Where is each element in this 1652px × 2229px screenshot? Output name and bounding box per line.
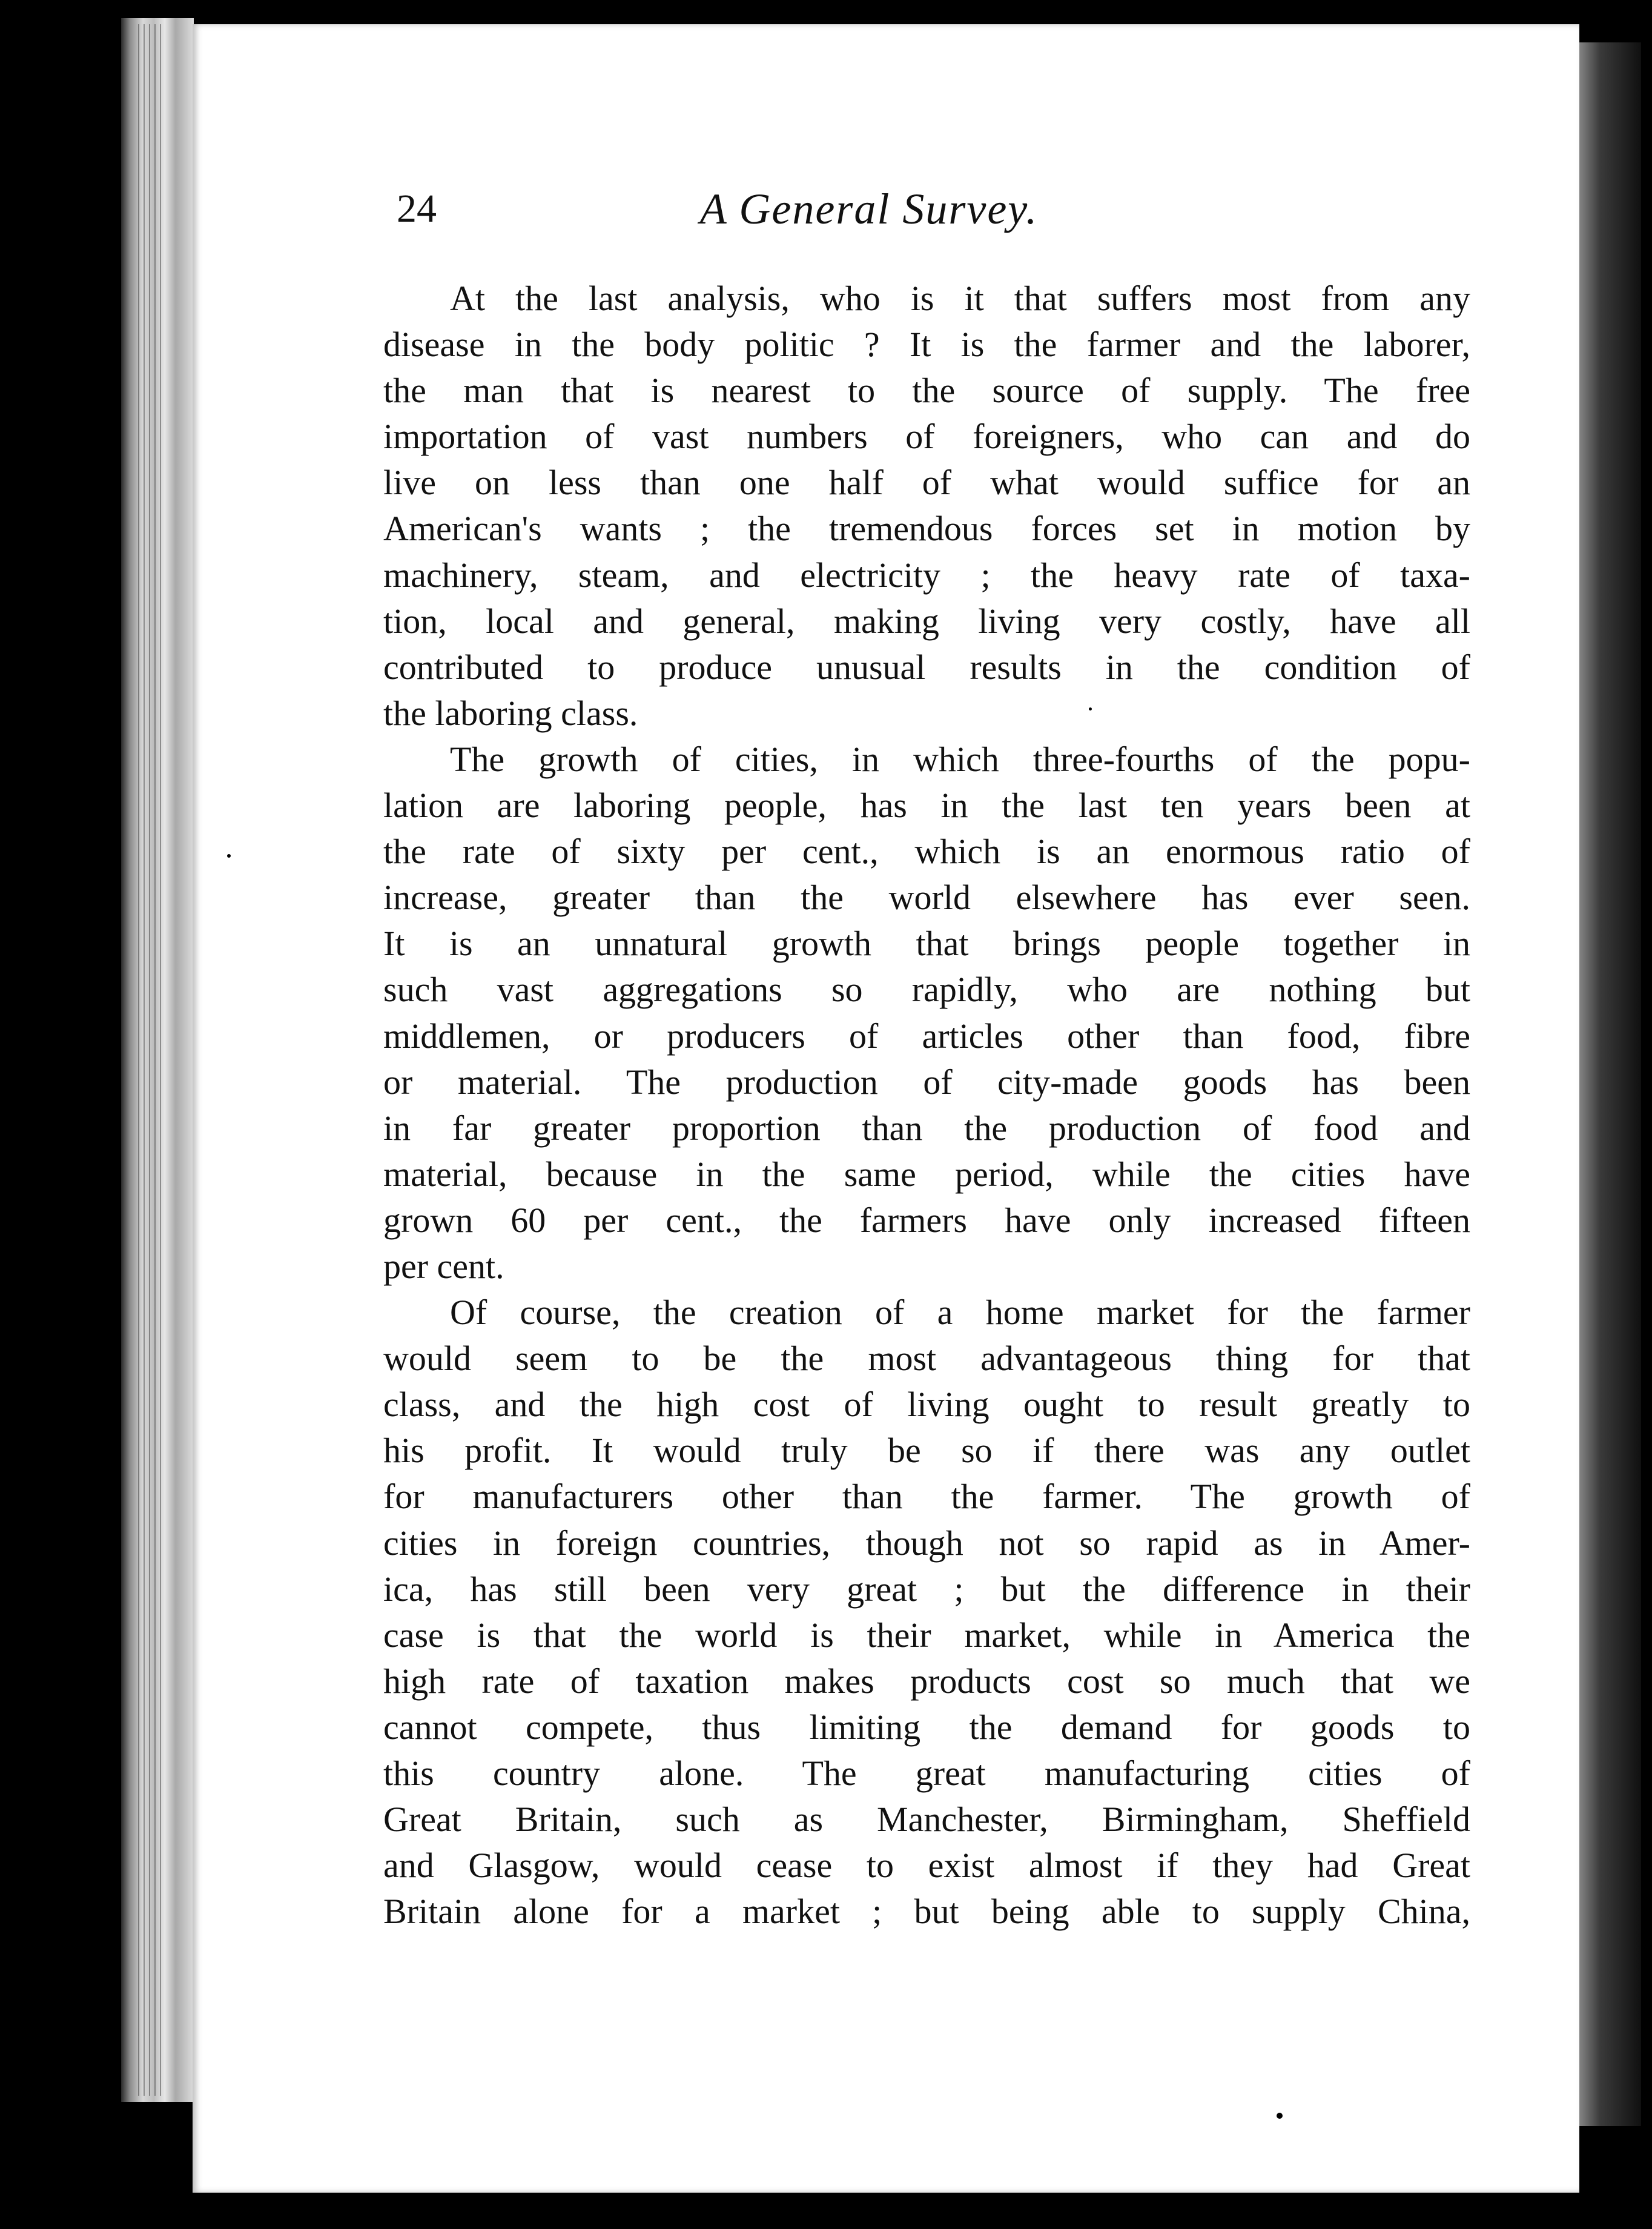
text-line: for manufacturers other than the farmer. The growth of	[383, 1477, 1470, 1517]
text-line: Of course, the creation of a home market for the farmer	[450, 1293, 1470, 1333]
scan-speck	[1089, 707, 1092, 710]
text-line: American's wants ; the tremendous forces set in motion by	[383, 509, 1470, 549]
text-line: in far greater proportion than the production of food and	[383, 1108, 1470, 1148]
text-line: high rate of taxation makes products cost so much that we	[383, 1661, 1470, 1701]
text-line: cities in foreign countries, though not so rapid as in Amer-	[383, 1523, 1470, 1563]
text-line: the man that is nearest to the source of supply. The free	[383, 371, 1470, 411]
text-line: increase, greater than the world elsewhere has ever seen.	[383, 878, 1470, 918]
page-stack-lines	[138, 24, 162, 2096]
page-header	[397, 182, 1341, 236]
text-line: It is an unnatural growth that brings people together in	[383, 924, 1470, 964]
text-line: machinery, steam, and electricity ; the heavy rate of taxa-	[383, 555, 1470, 595]
text-line: per cent.	[383, 1246, 504, 1286]
scan-speck	[227, 854, 231, 858]
text-line: The growth of cities, in which three-fourths of the popu-	[450, 739, 1470, 779]
text-line: importation of vast numbers of foreigners, who can and do	[383, 417, 1470, 457]
text-line: his profit. It would truly be so if there was any outlet	[383, 1431, 1470, 1471]
text-line: Britain alone for a market ; but being able to supply China,	[383, 1892, 1470, 1932]
text-line: would seem to be the most advantageous thing for that	[383, 1339, 1470, 1379]
text-line: such vast aggregations so rapidly, who are nothing but	[383, 970, 1470, 1010]
scan-speck	[1277, 2113, 1283, 2119]
running-title: A General Survey.	[699, 185, 1039, 233]
body-text	[383, 276, 1470, 1935]
text-line: tion, local and general, making living very costly, have all	[383, 601, 1470, 641]
page-number: 24	[397, 187, 437, 231]
text-line: class, and the high cost of living ought to result greatly to	[383, 1385, 1470, 1425]
text-line: Great Britain, such as Manchester, Birmingham, Sheffield	[383, 1800, 1470, 1840]
text-line: At the last analysis, who is it that suffers most from any	[450, 279, 1470, 318]
text-line: the rate of sixty per cent., which is an enormous ratio of	[383, 832, 1470, 872]
text-line: contributed to produce unusual results in the condition of	[383, 647, 1470, 687]
text-line: material, because in the same period, while the cities have	[383, 1154, 1470, 1194]
text-line: disease in the body politic ? It is the farmer and the laborer,	[383, 325, 1470, 365]
text-line: cannot compete, thus limiting the demand for goods to	[383, 1707, 1470, 1747]
text-line: grown 60 per cent., the farmers have only increased fifteen	[383, 1200, 1470, 1240]
text-line: case is that the world is their market, while in America the	[383, 1615, 1470, 1655]
text-line: and Glasgow, would cease to exist almost if they had Great	[383, 1846, 1470, 1886]
text-line: or material. The production of city-made goods has been	[383, 1062, 1470, 1102]
text-line: this country alone. The great manufacturing cities of	[383, 1754, 1470, 1793]
text-line: live on less than one half of what would suffice for an	[383, 463, 1470, 503]
text-line: the laboring class.	[383, 693, 638, 733]
text-line: lation are laboring people, has in the last ten years been at	[383, 786, 1470, 826]
text-line: ica, has still been very great ; but the difference in their	[383, 1569, 1470, 1609]
text-line: middlemen, or producers of articles other than food, fibre	[383, 1016, 1470, 1056]
